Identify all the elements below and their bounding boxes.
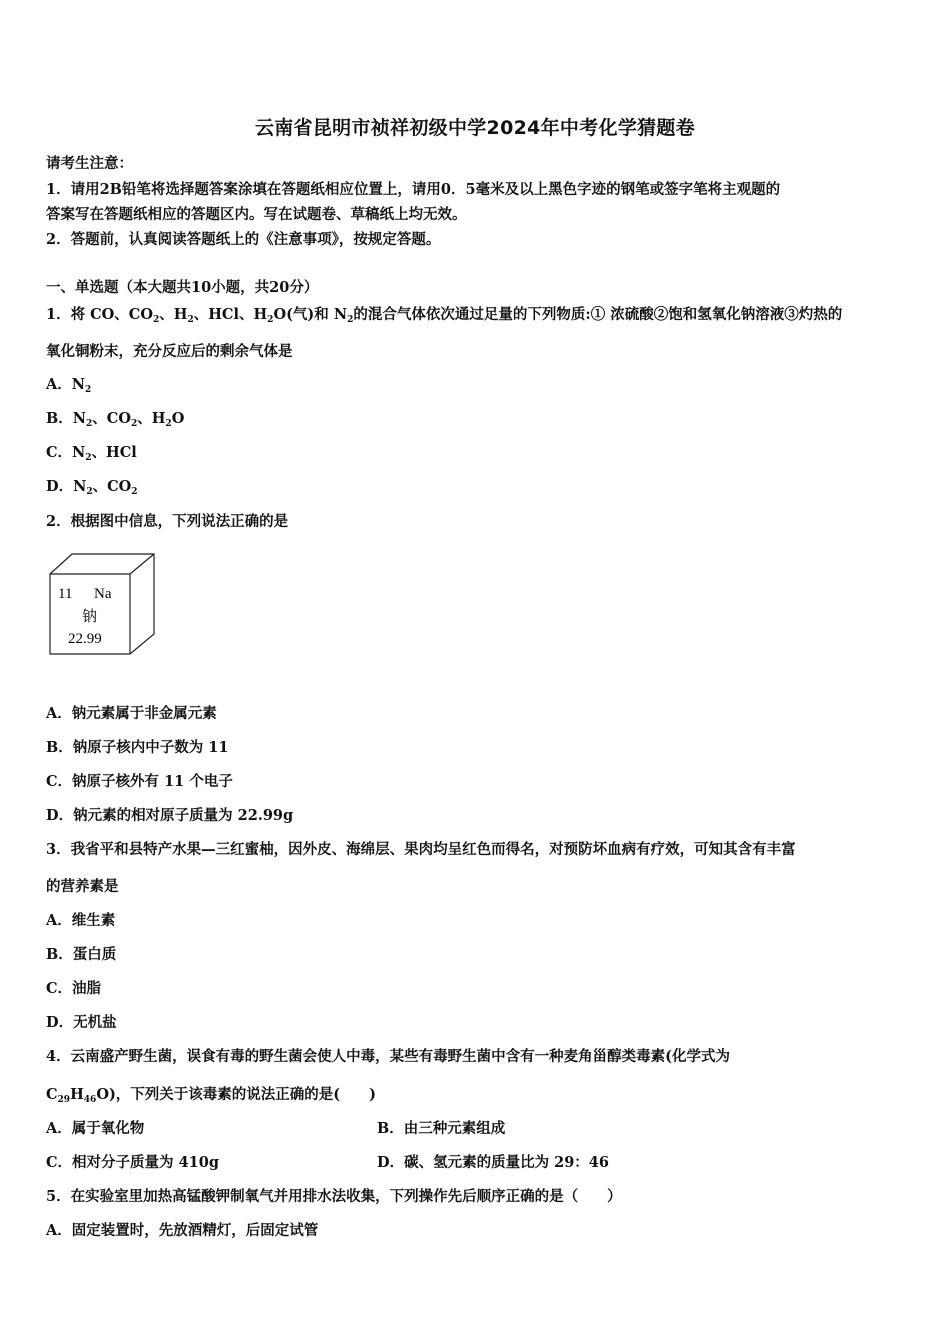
q2-option-b: B．钠原子核内中子数为 11 [46,739,229,756]
q1-option-c: C．$N_2$、HCl [46,444,137,463]
page-title: 云南省昆明市祯祥初级中学2024年中考化学猜题卷 [254,117,696,139]
q3-option-d: D．无机盐 [46,1014,117,1031]
q4-option-b: B．由三种元素组成 [377,1120,506,1137]
element-name: 钠 [82,607,98,625]
q3-stem: 3．我省平和县特产水果—三红蜜柚，因外皮、海绵层、果肉均呈红色而得名，对预防坏血病有疗效，可知其含有丰富 [46,841,796,858]
q2-option-d: D．钠元素的相对原子质量为 22.99g [46,807,294,824]
q4-option-a: A．属于氧化物 [46,1120,145,1137]
q3-option-a: A．维生素 [46,912,116,929]
q3-option-c: C．油脂 [46,980,102,997]
q1-stem-line2: 氧化铜粉末，充分反应后的剩余气体是 [46,343,293,360]
q4-option-d: D．碳、氢元素的质量比为 29：46 [377,1154,609,1171]
notice-heading: 请考生注意： [46,155,133,172]
q3-option-b: B．蛋白质 [46,946,117,963]
element-mass: 22.99 [68,631,102,647]
q4-option-c: C．相对分子质量为 410g [46,1154,219,1171]
q5-stem: 5．在实验室里加热高锰酸钾制氧气并用排水法收集，下列操作先后顺序正确的是（ ） [46,1188,622,1205]
notice-line-2: 答案写在答题纸相应的答题区内。写在试题卷、草稿纸上均无效。 [46,206,467,223]
element-symbol: Na [94,586,112,602]
q1-option-d: D．$N_2$、$CO_2$ [46,478,138,497]
q5-option-a: A．固定装置时，先放酒精灯，后固定试管 [46,1222,319,1239]
q2-stem: 2．根据图中信息，下列说法正确的是 [46,513,289,530]
q4-stem: 4．云南盛产野生菌，误食有毒的野生菌会使人中毒，某些有毒野生菌中含有一种麦角甾醇类毒素(化学式为 [46,1048,730,1065]
q2-option-a: A．钠元素属于非金属元素 [46,705,217,722]
sodium-element-card [46,552,158,658]
q2-option-c: C．钠原子核外有 11 个电子 [46,773,233,790]
q4-formula-line: $C_{29}H_{46}O$)，下列关于该毒素的说法正确的是( ) [46,1086,377,1105]
q1-stem: 1．将 CO、$CO_2$、$H_2$、HCl、$H_2O$(气)和 $N_2$的混合气体依次通过足量的下列物质:① 浓硫酸②饱和氢氧化钠溶液③灼热的 [46,306,843,325]
section-heading: 一、单选题（本大题共10小题，共20分） [46,279,319,296]
q3-stem-line2: 的营养素是 [46,878,119,895]
notice-line-3: 2．答题前，认真阅读答题纸上的《注意事项》，按规定答题。 [46,231,441,248]
q1-option-a: A．$N_2$ [46,376,92,395]
q1-option-b: B．$N_2$、$CO_2$、$H_2O$ [46,410,185,429]
notice-line-1: 1．请用2B铅笔将选择题答案涂填在答题纸相应位置上，请用0．5毫米及以上黑色字迹的钢笔或签字笔将主观题的 [46,181,781,198]
element-atomic-number: 11 [58,586,73,602]
